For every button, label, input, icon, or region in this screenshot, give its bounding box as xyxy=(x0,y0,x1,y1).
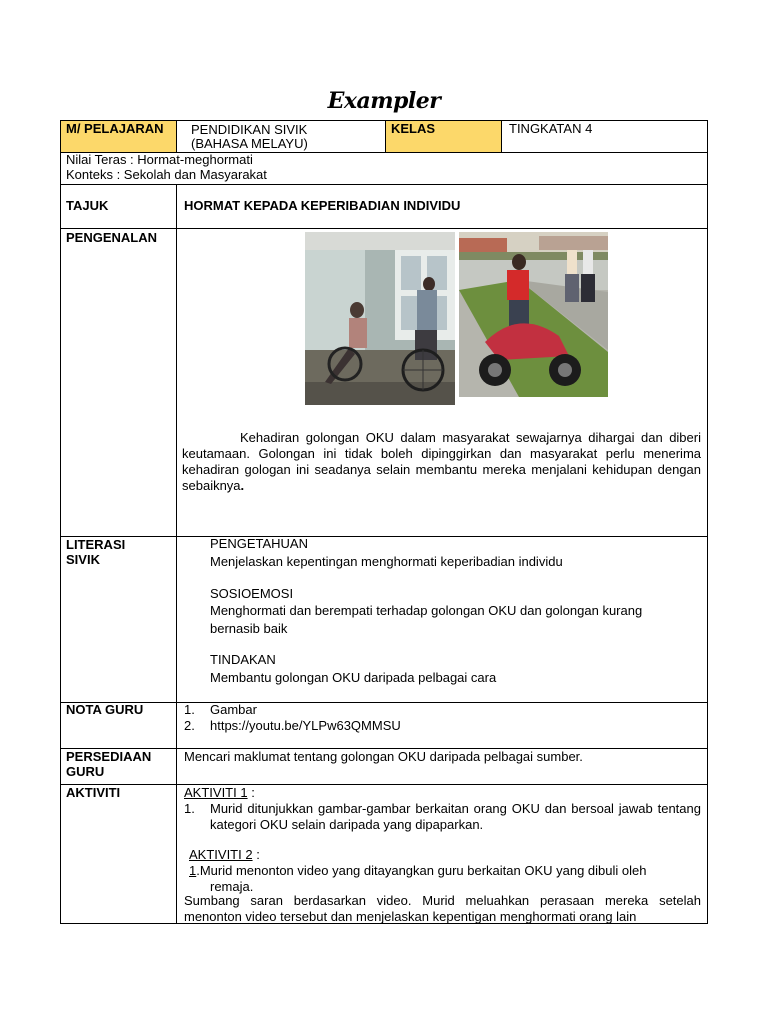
notes-video-link[interactable]: https://youtu.be/YLPw63QMMSU xyxy=(210,718,401,733)
notes-item-1-num: 1. xyxy=(184,702,195,717)
class-label: KELAS xyxy=(391,121,436,136)
socioemotion-text-line2: bernasib baik xyxy=(210,621,288,636)
activity-2-title: AKTIVITI 2 xyxy=(189,847,253,862)
activity-1-heading xyxy=(184,785,255,801)
notes-label: NOTA GURU xyxy=(66,702,144,717)
activity-2-paragraph: Sumbang saran berdasarkan video. Murid meluahkan perasaan mereka setelah menonton video tersebut dan menjelaskan kepentigan menghormati orang lain xyxy=(184,893,701,923)
column-divider xyxy=(176,120,177,152)
prep-text: Mencari maklumat tentang golongan OKU daripada pelbagai sumber. xyxy=(184,749,583,764)
activity-2-text-line2: remaja. xyxy=(210,879,254,894)
lesson-plan-table xyxy=(60,120,708,924)
notes-item-2-num: 2. xyxy=(184,718,195,733)
intro-label: PENGENALAN xyxy=(66,230,158,245)
row-divider xyxy=(60,702,708,703)
socioemotion-heading: SOSIOEMOSI xyxy=(210,586,294,601)
activity-1-text: Murid ditunjukkan gambar-gambar berkaitan orang OKU dan bersoal jawab tentang kategori OKU selain daripada yang dipaparkan. xyxy=(210,801,701,832)
knowledge-heading: PENGETAHUAN xyxy=(210,536,308,551)
intro-paragraph-text: Kehadiran golongan OKU dalam masyarakat sewajarnya dihargai dan diberi keutamaan. Golongan ini tidak boleh dipinggirkan dan masyarakat perlu menerima kehadiran gologan ini seadanya selain membantu mereka menjalani kehidupan dengan sebaiknya xyxy=(182,430,701,493)
topic-label: TAJUK xyxy=(66,198,109,213)
row-divider xyxy=(60,184,708,185)
topic-value: HORMAT KEPADA KEPERIBADIAN INDIVIDU xyxy=(184,198,461,213)
column-divider xyxy=(501,120,502,152)
column-divider xyxy=(176,184,177,924)
action-heading: TINDAKAN xyxy=(210,652,276,667)
intro-paragraph-period: . xyxy=(240,478,245,493)
core-value-text: Nilai Teras : Hormat-meghormati xyxy=(66,152,253,167)
activity-2-heading xyxy=(189,847,260,863)
literacy-label-line1: LITERASI xyxy=(66,537,126,552)
activity-2-item xyxy=(189,863,646,879)
row-divider xyxy=(60,923,708,924)
wheelchair-dance-photo xyxy=(305,232,455,405)
activity-1-title: AKTIVITI 1 xyxy=(184,785,248,800)
literacy-label-line2: SIVIK xyxy=(66,552,100,567)
subject-value-line1: PENDIDIKAN SIVIK xyxy=(191,122,308,137)
activity-1-num: 1. xyxy=(184,801,195,816)
knowledge-text: Menjelaskan kepentingan menghormati keperibadian individu xyxy=(210,554,563,569)
context-text: Konteks : Sekolah dan Masyarakat xyxy=(66,167,267,182)
intro-paragraph xyxy=(182,430,701,494)
activities-label: AKTIVITI xyxy=(66,785,121,800)
activity-2-num: 1 xyxy=(189,863,197,878)
prep-label-line1: PERSEDIAAN xyxy=(66,749,152,764)
action-text: Membantu golongan OKU daripada pelbagai cara xyxy=(210,670,497,685)
activity-2-text-line1: .Murid menonton video yang ditayangkan guru berkaitan OKU yang dibuli oleh xyxy=(196,863,647,878)
activity-2-colon: : xyxy=(252,847,260,862)
notes-item-1-text: Gambar xyxy=(210,702,257,717)
row-divider xyxy=(60,536,708,537)
motorcycle-rider-photo xyxy=(459,232,608,397)
row-divider xyxy=(60,784,708,785)
row-divider xyxy=(60,228,708,229)
class-value: TINGKATAN 4 xyxy=(509,121,593,136)
prep-label-line2: GURU xyxy=(66,764,105,779)
subject-label: M/ PELAJARAN xyxy=(66,121,164,136)
table-border-left xyxy=(60,120,61,924)
subject-value-line2: (BAHASA MELAYU) xyxy=(191,136,308,151)
column-divider xyxy=(385,120,386,152)
document-title: Exampler xyxy=(327,88,441,114)
socioemotion-text-line1: Menghormati dan berempati terhadap golongan OKU dan golongan kurang xyxy=(210,603,643,618)
table-border-right xyxy=(707,120,708,924)
activity-1-colon: : xyxy=(247,785,255,800)
